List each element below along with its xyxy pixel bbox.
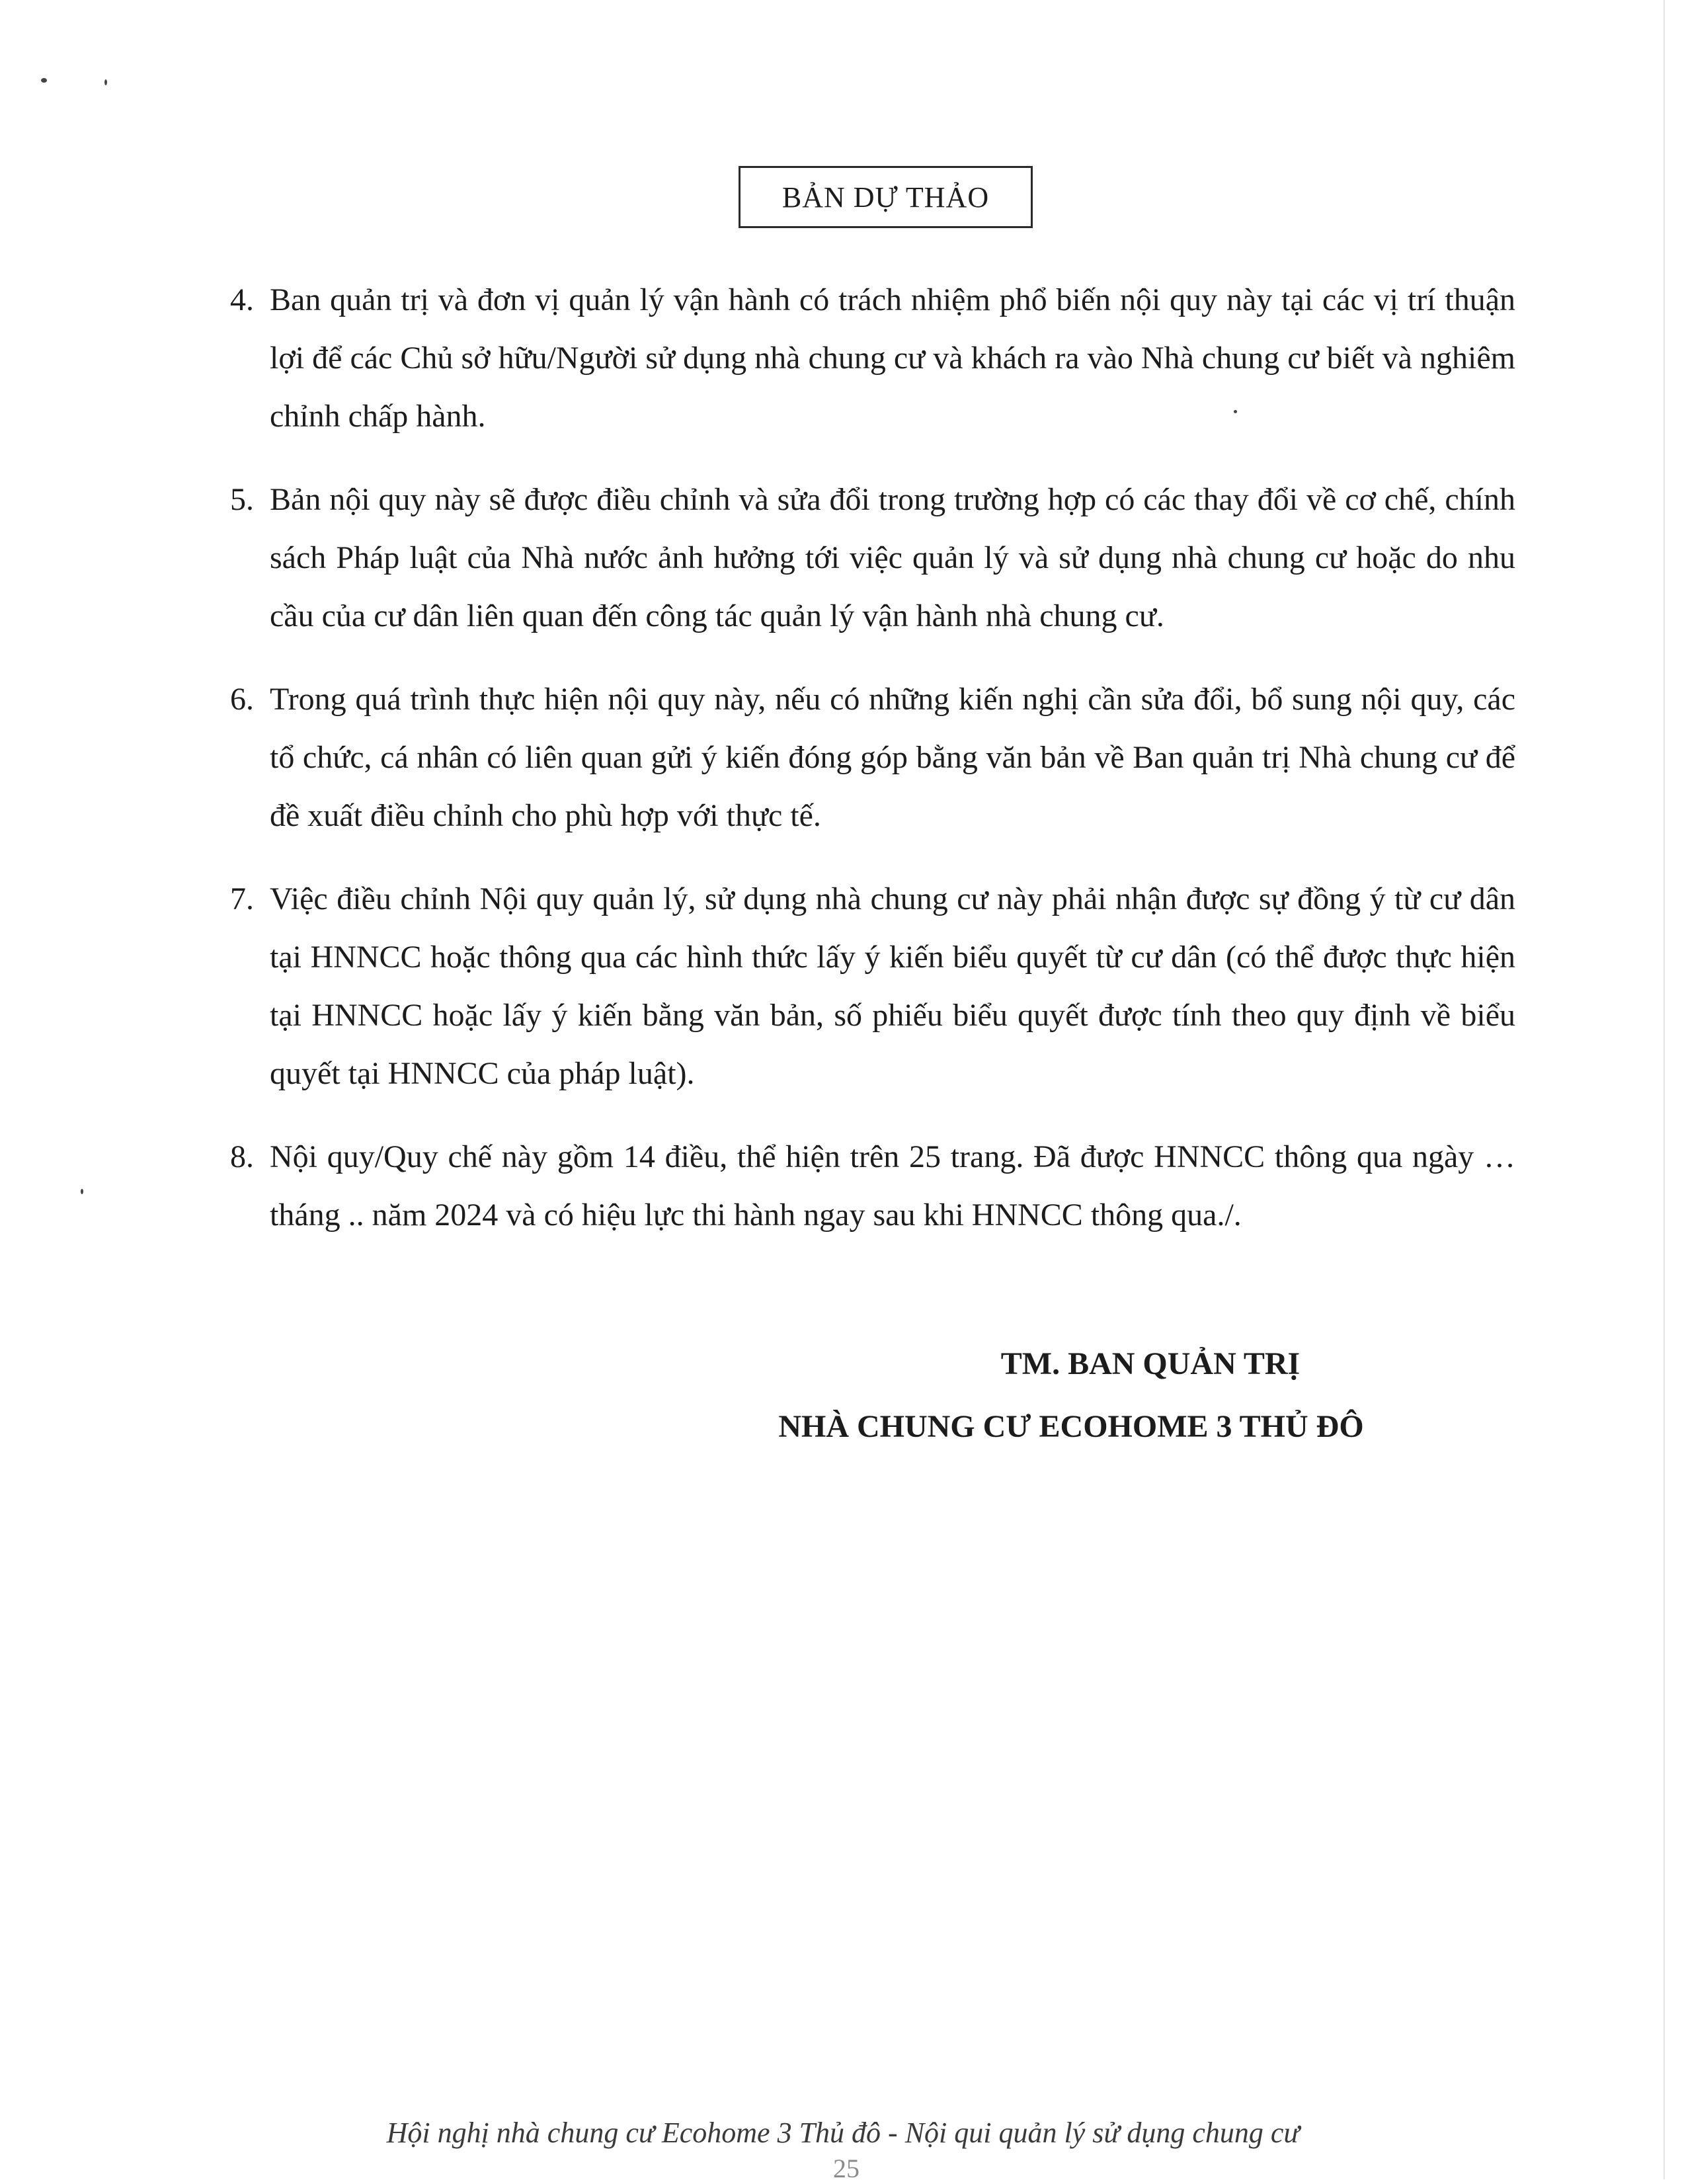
scan-edge-line — [1663, 0, 1665, 2179]
draft-label: BẢN DỰ THẢO — [781, 181, 990, 214]
clause-text: Trong quá trình thực hiện nội quy này, nếu có những kiến nghị cần sửa đổi, bổ sung nội quy, các tổ chức, cá nhân có liên quan gửi ý kiến đóng góp bằng văn bản về Ban quản trị Nhà chung cư để đề xuất điều chỉnh cho phù hợp với thực tế. — [270, 682, 1515, 833]
clause-text: Nội quy/Quy chế này gồm 14 điều, thể hiện trên 25 trang. Đã được HNNCC thông qua ngày … tháng .. năm 2024 và có hiệu lực thi hành ngay sau khi HNNCC thông qua./. — [270, 1139, 1515, 1233]
clause-number: 4. — [230, 282, 254, 317]
scan-speck — [41, 78, 47, 83]
clause-text: Ban quản trị và đơn vị quản lý vận hành có trách nhiệm phổ biến nội quy này tại các vị trí thuận lợi để các Chủ sở hữu/Người sử dụng nhà chung cư và khách ra vào Nhà chung cư biết và nghiêm chỉnh chấp hành. — [270, 282, 1515, 434]
page-footer: Hội nghị nhà chung cư Ecohome 3 Thủ đô - Nội qui quản lý sử dụng chung cư — [386, 2117, 1300, 2149]
clause-item — [213, 670, 1515, 845]
clause-item — [213, 1128, 1515, 1244]
clause-list — [213, 271, 1515, 1270]
clause-number: 6. — [230, 682, 254, 717]
scan-speck — [104, 79, 107, 85]
clause-number: 5. — [230, 482, 254, 517]
signature-title: TM. BAN QUẢN TRỊ — [1000, 1346, 1301, 1381]
scan-speck — [81, 1189, 83, 1194]
clause-item — [213, 471, 1515, 645]
clause-number: 8. — [230, 1139, 254, 1174]
clause-text: Bản nội quy này sẽ được điều chỉnh và sửa đổi trong trường hợp có các thay đổi về cơ chế, chính sách Pháp luật của Nhà nước ảnh hưởng tới việc quản lý và sử dụng nhà chung cư hoặc do nhu cầu của cư dân liên quan đến công tác quản lý vận hành nhà chung cư. — [270, 482, 1515, 633]
clause-text: Việc điều chỉnh Nội quy quản lý, sử dụng nhà chung cư này phải nhận được sự đồng ý từ cư dân tại HNNCC hoặc thông qua các hình thức lấy ý kiến biểu quyết từ cư dân (có thể được thực hiện tại HNNCC hoặc lấy ý kiến bằng văn bản, số phiếu biểu quyết được tính theo quy định về biểu quyết tại HNNCC của pháp luật). — [270, 881, 1515, 1091]
clause-number: 7. — [230, 881, 254, 916]
clause-item — [213, 271, 1515, 446]
signature-organization: NHÀ CHUNG CƯ ECOHOME 3 THỦ ĐÔ — [778, 1409, 1364, 1444]
clause-item — [213, 870, 1515, 1103]
draft-label-box — [739, 166, 1033, 228]
page-number: 25 — [833, 2154, 860, 2183]
